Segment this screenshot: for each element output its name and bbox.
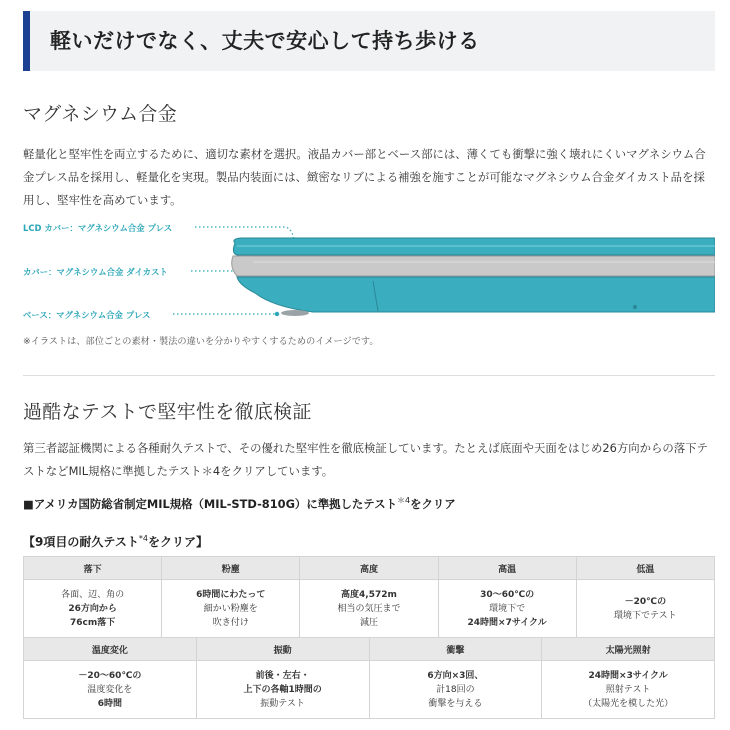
test-detail-cell — [576, 580, 714, 638]
test-name-cell: 高温 — [438, 557, 576, 580]
mil-standard-prefix: ■アメリカ国防総省制定MIL規格（MIL-STD-810G）に準拠したテスト — [23, 496, 397, 511]
callout-base: ベース：マグネシウム合金 プレス — [23, 310, 151, 320]
banner-title: 軽いだけでなく、丈夫で安心して持ち歩ける — [50, 29, 480, 53]
test-detail-line: 6時間 — [97, 698, 122, 709]
test-detail-cell — [438, 580, 576, 638]
test-name-cell: 衝撃 — [369, 638, 542, 661]
test-detail-line: 24時間×7サイクル — [467, 617, 547, 628]
section-divider — [23, 375, 715, 376]
leader-base-dot — [275, 312, 279, 316]
test-detail-cell — [300, 580, 438, 638]
section-banner — [23, 11, 715, 71]
test-name-cell: 温度変化 — [24, 638, 197, 661]
laptop-base — [237, 277, 715, 312]
test-detail-line: 衝撃を与える — [428, 698, 483, 709]
durability-heading: 過酷なテストで堅牢性を徹底検証 — [23, 401, 312, 423]
test-name-cell: 低温 — [576, 557, 714, 580]
laptop-cover — [232, 256, 715, 276]
mil-standard-line — [23, 495, 456, 512]
test-detail-line: （太陽光を模した光） — [583, 698, 674, 709]
test-detail-cell — [24, 661, 197, 719]
test-name-cell: 粉塵 — [162, 557, 300, 580]
magnesium-description: 軽量化と堅牢性を両立するために、適切な素材を選択。液晶カバー部とベース部には、薄くても衝撃に強く壊れにくいマグネシウム合金プレス品を採用し、軽量化を実現。製品内装面には、緻密なリブによる補強を施すことが可能なマグネシウム合金ダイカスト品を採用し、堅牢性を高めています。 — [23, 147, 706, 207]
durability-description: 第三者認証機関による各種耐久テストで、その優れた堅牢性を徹底検証しています。たとえば底面や天面をはじめ26方向からの落下テストなどMIL規格に準拠したテスト＊4をクリアしています。 — [23, 441, 708, 478]
test-detail-line: 吹き付け — [212, 617, 249, 628]
test-detail-line: 30～60℃の — [480, 589, 535, 600]
test-name-cell: 落下 — [24, 557, 162, 580]
test-name-cell: 振動 — [196, 638, 369, 661]
test-detail-cell — [542, 661, 715, 719]
test-detail-line: 振動テスト — [260, 698, 305, 709]
test-detail-line: 6時間にわたって — [196, 589, 266, 600]
laptop-foot — [281, 310, 309, 316]
callout-lcd-cover: LCD カバー：マグネシウム合金 プレス — [23, 223, 173, 233]
tests-title-suffix: をクリア】 — [147, 535, 208, 549]
test-detail-line: 前後・左右・ — [255, 670, 310, 681]
magnesium-heading: マグネシウム合金 — [23, 103, 178, 125]
mil-standard-suffix: をクリア — [410, 496, 456, 511]
test-detail-line: 76cm落下 — [69, 617, 116, 628]
test-detail-line: 高度4,572m — [341, 589, 397, 600]
test-detail-line: 上下の各軸1時間の — [243, 684, 322, 695]
test-detail-line: 細かい粉塵を — [203, 603, 258, 614]
base-screw — [633, 305, 637, 309]
test-detail-line: 環境下で — [489, 603, 526, 614]
test-detail-line: 減圧 — [359, 617, 378, 628]
tests-table-title — [23, 533, 208, 550]
tests-title-prefix: 【9項目の耐久テスト — [23, 535, 139, 549]
test-name-cell: 太陽光照射 — [542, 638, 715, 661]
test-detail-line: 24時間×3サイクル — [588, 670, 668, 681]
test-detail-line: 26方向から — [68, 603, 117, 614]
mil-footnote-mark: ＊4 — [397, 496, 411, 505]
test-detail-cell — [369, 661, 542, 719]
test-name-cell: 高度 — [300, 557, 438, 580]
test-detail-line: 各面、辺、角の — [61, 589, 125, 600]
test-detail-line: －20℃の — [624, 596, 667, 607]
test-detail-line: 環境下でテスト — [614, 610, 677, 621]
callout-cover: カバー：マグネシウム合金 ダイカスト — [23, 267, 168, 277]
tests-title-mark: *4 — [138, 534, 148, 543]
test-detail-line: 照射テスト — [605, 684, 651, 695]
test-detail-line: －20～60℃の — [78, 670, 142, 681]
illustration-note: ※イラストは、部位ごとの素材・製法の違いを分かりやすくするためのイメージです。 — [23, 336, 379, 347]
tests-table-row2 — [23, 637, 715, 719]
laptop-material-illustration — [23, 215, 715, 325]
test-detail-cell — [24, 580, 162, 638]
tests-table-row1 — [23, 556, 715, 638]
test-detail-line: 温度変化を — [87, 684, 133, 695]
test-detail-line: 計18回の — [436, 684, 475, 695]
test-detail-cell — [196, 661, 369, 719]
test-detail-cell — [162, 580, 300, 638]
test-detail-line: 6方向×3回、 — [427, 670, 484, 681]
test-detail-line: 相当の気圧まで — [337, 603, 401, 614]
